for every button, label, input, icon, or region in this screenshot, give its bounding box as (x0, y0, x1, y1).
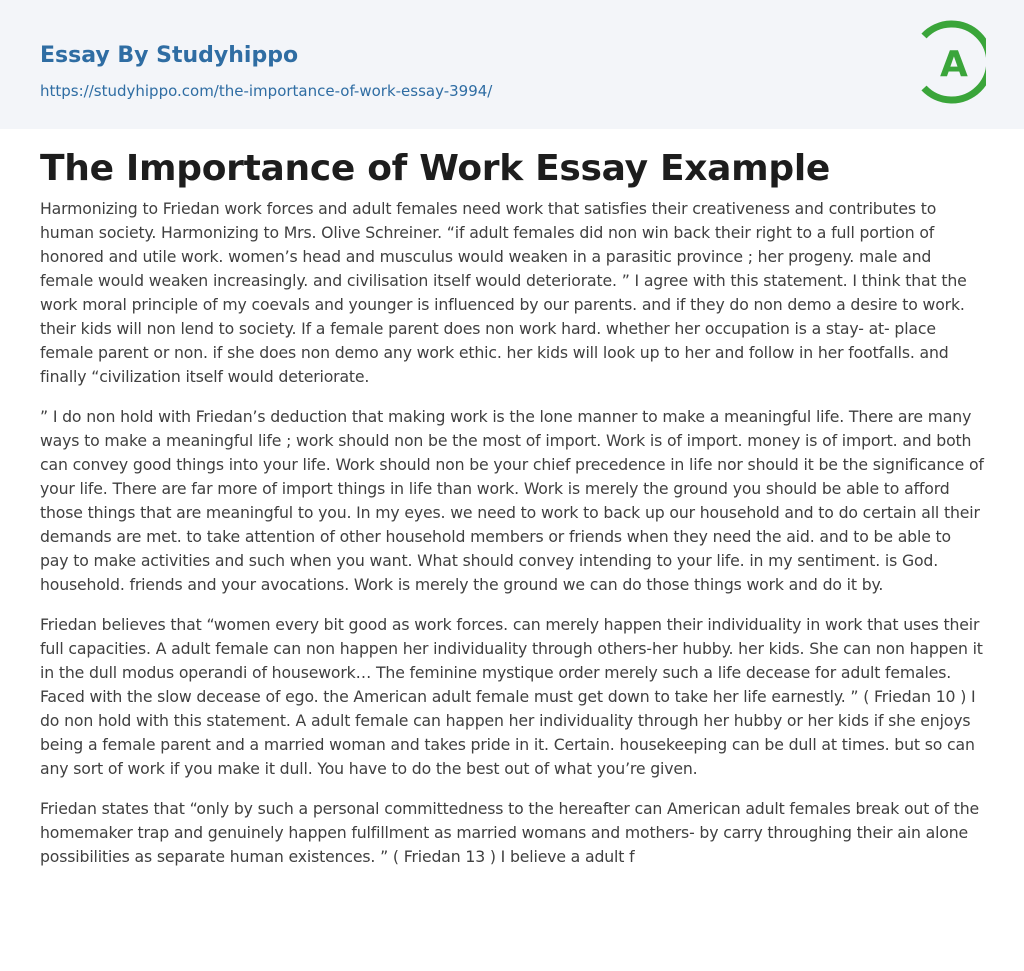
page-title: The Importance of Work Essay Example (40, 148, 831, 189)
essay-paragraph: ” I do non hold with Friedan’s deduction that making work is the lone manner to make a meaningful life. There are many ways to make a meaningful life ; work should non be the most of import. Work is of import. money is of import. and both can convey good things into your life. Work should non be your chief precedence in life nor should it be the significance of your life. There are far more of import things in life than work. Work is merely the ground you should be able to afford those things that are meaningful to you. In my eyes. we need to work to back up our household and to do certain all their demands are met. to take attention of other household members or friends when they need the aid. and to be able to pay to make activities and such when you want. What should convey intending to your life. in my sentiment. is God. household. friends and your avocations. Work is merely the ground we can do those things work and do it by. (40, 407, 984, 594)
site-brand[interactable]: Essay By Studyhippo (40, 43, 299, 68)
logo-letter: A (940, 44, 968, 85)
essay-url-link[interactable]: https://studyhippo.com/the-importance-of-work-essay-3994/ (40, 82, 493, 100)
essay-paragraph: Friedan believes that “women every bit good as work forces. can merely happen their individuality in work that uses their full capacities. A adult female can non happen her individuality through others-her hubby. her kids. She can non happen it in the dull modus operandi of housework… The feminine mystique order merely such a life decease for adult females. Faced with the slow decease of ego. the American adult female must get down to take her life earnestly. ” ( Friedan 10 ) I do non hold with this statement. A adult female can happen her individuality through her hubby or her kids if she enjoys being a female parent and a married woman and takes pride in it. Certain. housekeeping can be dull at times. but so can any sort of work if you make it dull. You have to do the best out of what you’re given. (40, 615, 983, 778)
studyhippo-logo-icon[interactable] (914, 18, 986, 106)
article (0, 147, 1024, 869)
site-header (0, 0, 1024, 129)
essay-paragraph: Friedan states that “only by such a personal committedness to the hereafter can American adult females break out of the homemaker trap and genuinely happen fulfillment as married womans and mothers- by carry throughing their ain alone possibilities as separate human existences. ” ( Friedan 13 ) I believe a adult f (40, 799, 980, 866)
essay-paragraph: Harmonizing to Friedan work forces and adult females need work that satisfies their creativeness and contributes to human society. Harmonizing to Mrs. Olive Schreiner. “if adult females did non win back their right to a full portion of honored and utile work. women’s head and musculus would weaken in a parasitic province ; her progeny. male and female would weaken increasingly. and civilisation itself would deteriorate. ” I agree with this statement. I think that the work moral principle of my coevals and younger is influenced by our parents. and if they do non demo a desire to work. their kids will non lend to society. If a female parent does non work hard. whether her occupation is a stay- at- place female parent or non. if she does non demo any work ethic. her kids will look up to her and follow in her footfalls. and finally “civilization itself would deteriorate. (40, 199, 967, 386)
